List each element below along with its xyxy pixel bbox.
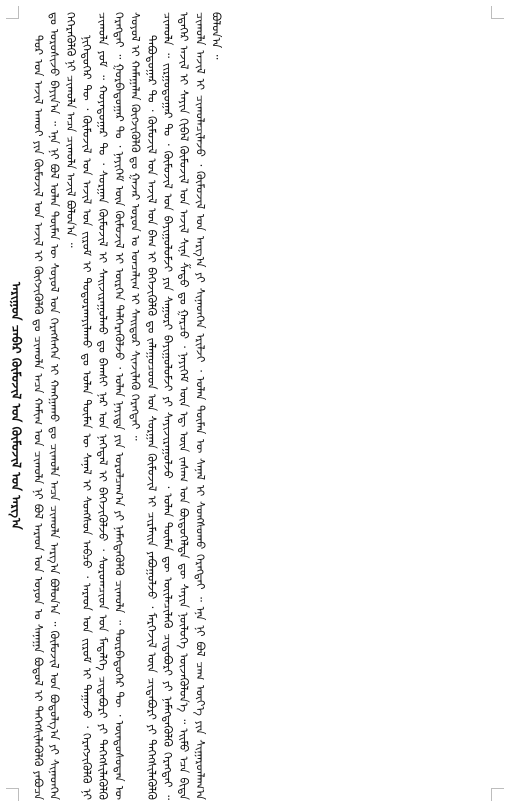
paragraph: ᠲᠠᠪᠤᠳᠤᠭᠠᠷ ᠲᠤ ᠂ ᠬᠦᠮᠦᠵᠢᠯ ᠤᠨ ᠠᠵᠢᠯ ᠤᠨ ᠪᠠᠭ ᠢ ᠪᠡᠬᠡᠵᠢᠭᠦᠯᠬᠦ ᠳᠤ ᠵᠠᠯᠠᠭᠤᠴᠤᠳ ᠤᠨ ᠰᠤᠷᠭᠠᠨ ᠬᠥᠮᠦᠵᠢᠯ ᠢ ᠴᠢᠷᠮᠠᠢᠨ ᠶᠠᠪᠤᠭᠤᠯᠵᠤ ᠂ ᠮᠡᠷᠭᠡᠵᠢᠯ ᠦᠨ ᠴᠢᠳᠠᠪᠤᠷᠢ ᠶᠢ ᠳᠡᠭᠡᠭᠰᠢᠯᠡᠭᠦᠯᠬᠦ ᠴᠢᠬᠤᠯᠠ ᠃ ᠵᠢᠷᠭᠤᠳᠤᠭᠠᠷ ᠲᠤ ᠂ ᠬᠦᠮᠦᠵᠢᠯ ᠤᠨ ᠪᠠᠶᠢᠭᠤᠯᠤᠮᠵᠢ ᠶᠢᠨ ᠰᠠᠭᠤᠷᠢ ᠪᠠᠶᠢᠭᠤᠯᠤᠮᠵᠢ ᠶᠢ ᠰᠠᠶᠢᠵᠢᠷᠠᠭᠤᠯᠵᠤ ᠂ ᠣᠯᠠᠨ ᠲᠥᠮᠡᠨ ᠳᠦ ᠦᠢᠯᠡᠴᠢᠯᠡᠬᠦ ᠴᠢᠳᠠᠪᠤᠷᠢ ᠶᠢ ᠨᠡᠮᠡᠭᠳᠡᠭᠦᠯᠬᠦ ᠬᠡᠷᠡᠭᠲᠡᠢ ᠃ ᠡᠳᠡᠭᠡᠷ ᠠᠵᠢᠯ ᠢ ᠰᠠᠶᠢᠨ ᠬᠢᠪᠡᠯ ᠬᠦᠮᠦᠵᠢᠯ ᠤᠨ ᠠᠵᠢᠯ ᠰᠢᠨᠡ ᠱᠠᠲᠤ ᠳᠤ ᠭᠠᠷᠴᠤ ᠂ ᠨᠡᠶᠢᠭᠡᠮ ᠦᠨ ᠡᠳ᠋ ᠦᠨ ᠵᠠᠰᠠᠭ ᠤᠨ ᠪᠦᠲᠦᠭᠡᠯᠲᠡ ᠳᠦ ᠰᠠᠶᠢᠨ ᠨᠥᠯᠥᠭᠡ ᠦᠵᠡᠭᠦᠯᠦᠨ᠎ᠡ ᠃ ᠡᠢᠮᠦ ᠡᠴᠡ ᠪᠢᠳᠡ ᠴᠢᠬᠤᠯᠠ ᠠᠵᠢᠯ ᠢ ᠴᠢᠬᠤᠯᠠᠴᠢᠯᠠᠵᠤ ᠂ ᠬᠦᠮᠦᠵᠢᠯ ᠤᠨ ᠠᠷᠭ᠎ᠠ ᠶᠢ ᠰᠢᠨᠡᠳᠭᠡᠨ ᠡᠷᠢᠯᠵᠢ ᠂ ᠣᠯᠠᠨ ᠲᠥᠮᠡᠨ ᠦ ᠰᠠᠨᠠᠯ ᠢ ᠰᠣᠩᠰᠤᠬᠤ ᠬᠡᠷᠡᠭᠲᠡᠢ ᠃ ᠡᠨᠡ ᠨᠢ ᠪᠣᠯ ᠴᠠᠭ ᠦᠶ᠎ᠡ ᠶᠢᠨ ᠰᠢᠭᠠᠷᠳᠯᠠᠭ᠎ᠠ ᠪᠣᠯᠤᠨ᠎ᠠ ᠃ [144,12,224,800]
paragraph: ᠨᠢᠭᠡᠳᠦᠭᠡᠷ ᠲᠦ ᠂ ᠬᠦᠮᠦᠵᠢᠯ ᠤᠨ ᠠᠵᠢᠯ ᠤᠨ ᠵᠢᠷᠤᠮ ᠢ ᠲᠣᠳᠣᠷᠬᠠᠶᠢᠯᠠᠬᠤ ᠳᠤ ᠣᠯᠠᠨ ᠲᠥᠮᠡᠨ ᠦ ᠰᠠᠨᠠᠯ ᠢ ᠰᠣᠩᠰᠤᠨ ᠠᠪᠴᠤ ᠂ ᠠᠷᠠᠳ ᠤᠨ ᠵᠢᠷᠤᠮ ᠢ ᠳᠠᠭᠠᠵᠤ ᠂ ᠬᠡᠷᠡᠭᠵᠢᠭᠦᠯᠬᠦ ᠨᠢ ᠴᠢᠬᠤᠯᠠ ᠶᠤᠮ ᠃ ᠬᠣᠶᠠᠳᠤᠭᠠᠷ ᠲᠤ ᠂ ᠰᠤᠷᠭᠠᠨ ᠬᠥᠮᠦᠵᠢᠯ ᠢ ᠰᠠᠢᠵᠢᠷᠠᠭᠤᠯᠬᠤ ᠳᠤ ᠪᠠᠭᠰᠢ ᠨᠠᠷ ᠤᠨ ᠨᠡᠭᠡᠳᠡᠯ ᠢ ᠪᠡᠬᠡᠵᠢᠭᠦᠯᠵᠦ ᠂ ᠰᠤᠷᠤᠭᠴᠢᠳ ᠤᠨ ᠮᠡᠳᠡᠯᠭᠡ ᠴᠢᠳᠠᠪᠤᠷᠢ ᠶᠢ ᠳᠡᠭᠡᠭᠰᠢᠯᠡᠭᠦᠯᠬᠦ ᠬᠡᠷᠡᠭᠲᠡᠢ ᠃ ᠭᠤᠷᠪᠠᠳᠤᠭᠠᠷ ᠲᠤ ᠂ ᠨᠡᠶᠢᠭᠡᠮ ᠦᠨ ᠬᠦᠮᠦᠵᠢᠯ ᠢ ᠥᠷᠭᠡᠨ ᠳᠡᠯᠭᠡᠷᠡᠭᠦᠯᠵᠦ ᠂ ᠣᠯᠠᠨ ᠨᠡᠶᠢᠲᠡ ᠶᠢᠨ ᠣᠷᠣᠯᠴᠠᠭ᠎ᠠ ᠶᠢ ᠨᠡᠮᠡᠭᠳᠡᠭᠦᠯᠬᠦ ᠴᠢᠬᠤᠯᠠ ᠃ ᠳᠥᠷᠪᠡᠳᠦᠭᠡᠷ ᠲᠦ ᠂ ᠦᠨᠳᠦᠰᠦᠲᠡᠨ ᠦ ᠰᠣᠶᠣᠯ ᠢ ᠬᠠᠮᠠᠭᠠᠯᠠᠨ ᠬᠥᠭᠵᠢᠭᠦᠯᠬᠦ ᠳᠤ ᠭᠠᠵᠠᠷ ᠣᠷᠣᠨ ᠤ ᠣᠨᠴᠠᠯᠢᠭ ᠢ ᠰᠠᠢᠲᠤᠷ ᠰᠢᠨᠵᠢᠯᠡᠬᠦ ᠬᠡᠷᠡᠭᠲᠡᠢ ᠃ [80,12,143,800]
document-title: ᠠᠷᠢᠭᠤᠨ ᠴᠡᠪᠡᠷ ᠬᠦᠮᠦᠵᠢᠯ ᠤᠨ ᠬᠦᠮᠦᠵᠢᠯ ᠤᠨ ᠠᠷᠭ᠎ᠠ [9,282,25,530]
paragraph: ᠲᠣᠷ ᠤᠨ ᠠᠵᠢᠯ ᠠᠬᠤᠢ ᠶᠢᠨ ᠬᠦᠮᠦᠵᠢᠯ ᠤᠨ ᠠᠵᠢᠯ ᠢ ᠬᠥᠭᠵᠢᠭᠦᠯᠬᠦ ᠳᠤ ᠴᠢᠬᠤᠯᠠ ᠠᠴᠠ ᠬᠠᠮᠢᠭ ᠤᠨ ᠴᠢᠬᠤᠯᠠ ᠨᠢ ᠪᠣᠯ ᠠᠷᠠᠳ ᠤᠨ ᠣᠶᠤᠨ ᠤ ᠰᠠᠨᠠᠭᠠ ᠪᠣᠳᠤᠯ ᠢ ᠳᠡᠭᠡᠭᠰᠢᠯᠡᠭᠦᠯᠬᠦ ᠶᠠᠪᠤᠴᠠ ᠳᠤ ᠣᠷᠣᠰᠢᠵᠤ ᠪᠠᠶᠢᠨ᠎ᠠ ᠃ ᠡᠨᠡ ᠨᠢ ᠪᠣᠯ ᠣᠯᠠᠨ ᠲᠥᠮᠡᠨ ᠦ ᠰᠣᠶᠣᠯ ᠤᠨ ᠬᠡᠷᠡᠭᠰᠡᠭᠡᠨ ᠢ ᠬᠠᠩᠭᠠᠬᠤ ᠳᠤ ᠴᠢᠬᠤᠯᠠ ᠠᠴᠠ ᠴᠢᠬᠤᠯᠠ ᠠᠷᠭ᠎ᠠ ᠪᠣᠯᠤᠨ᠎ᠠ ᠃ ᠬᠦᠮᠦᠵᠢᠯ ᠤᠨ ᠪᠣᠳᠤᠯᠭ᠎ᠠ ᠶᠢ ᠰᠢᠨᠡᠳᠭᠡᠨ ᠭᠡᠭᠡᠷᠡᠭᠦᠯᠬᠦ ᠨᠢ ᠴᠢᠬᠤᠯᠠ ᠠᠴᠠ ᠴᠢᠬᠤᠯᠠ ᠠᠵᠢᠯ ᠪᠣᠯᠤᠨ᠎ᠠ ᠃ [31,12,78,800]
vertical-text-block [4,12,504,800]
